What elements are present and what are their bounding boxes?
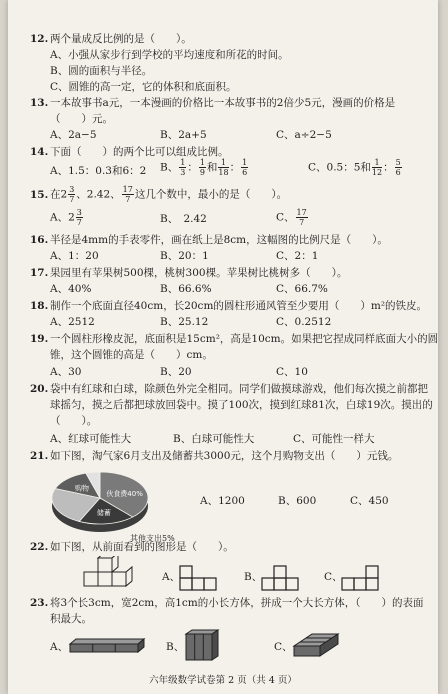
fraction-17-7: $\frac{17}{7}$ xyxy=(122,185,133,204)
pie-label-3: 购物 xyxy=(75,484,89,493)
q18-option-c[interactable]: C、0.2512 xyxy=(276,316,332,328)
q23-option-a[interactable]: A、 xyxy=(50,641,69,653)
q14-option-c[interactable]: C、0.5：5和 $\frac{1}{12}$ ： $\frac{5}{6}$ xyxy=(308,158,401,177)
q14-option-b[interactable]: B、 $\frac{1}{3}$ ： $\frac{1}{9}$ 和 $\frac{1}{18}$ ： $\frac{1}{6}$ xyxy=(160,158,248,177)
q20-option-c[interactable]: C、可能性一样大 xyxy=(293,433,375,445)
q15-option-a[interactable]: A、2 $\frac{3}{7}$ xyxy=(50,208,82,227)
q12-option-c[interactable]: C、圆锥的高一定，它的体积和底面积。 xyxy=(50,81,237,93)
fraction-1-6: $\frac{1}{6}$ xyxy=(242,158,248,177)
q21-option-b[interactable]: B、600 xyxy=(278,495,317,507)
question-12: 12. 两个量成反比例的是（ ）。 xyxy=(30,33,192,45)
q16-option-b[interactable]: B、20：1 xyxy=(160,250,209,262)
q18-option-b[interactable]: B、25.12 xyxy=(160,316,209,328)
fraction-1-18: $\frac{1}{18}$ xyxy=(218,158,229,177)
q13-option-c[interactable]: C、a÷2−5 xyxy=(276,129,332,141)
page-footer: 六年级数学试卷第 2 页（共 4 页） xyxy=(149,675,297,686)
q20-text-line3: （ ）。 xyxy=(50,415,98,427)
q23-text-line2: 积最大。 xyxy=(50,613,92,625)
pie-label-0: 伙食费40% xyxy=(106,489,143,498)
q19-option-c[interactable]: C、10 xyxy=(276,366,308,378)
q23-option-b-figure xyxy=(184,628,224,662)
q19-option-a[interactable]: A、30 xyxy=(50,366,82,378)
q21-option-a[interactable]: A、1200 xyxy=(200,495,245,507)
question-13: 13. 一本故事书a元，一本漫画的价格比一本故事书的2倍少5元，漫画的价格是 xyxy=(30,97,396,109)
q22-option-b[interactable]: B、 xyxy=(244,571,263,583)
q22-option-a-figure xyxy=(178,564,218,592)
q13-option-a[interactable]: A、2a−5 xyxy=(50,129,97,141)
q23-option-a-figure xyxy=(68,636,148,656)
question-17: 17. 果园里有苹果树500棵，桃树300棵。苹果树比桃树多（ ）。 xyxy=(30,267,348,279)
fraction-1-9: $\frac{1}{9}$ xyxy=(199,158,205,177)
expense-pie-chart xyxy=(48,466,158,542)
q15-option-c[interactable]: C、 $\frac{17}{7}$ xyxy=(276,208,307,227)
q23-option-b[interactable]: B、 xyxy=(166,641,185,653)
fraction-1-12: $\frac{1}{12}$ xyxy=(371,158,383,177)
q13-text-line2: （ ）元。 xyxy=(50,113,113,125)
q23-option-c-figure xyxy=(292,630,342,660)
q17-option-c[interactable]: C、66.7% xyxy=(276,283,328,295)
question-16: 16. 半径是4mm的手表零件，画在纸上是8cm，这幅图的比例尺是（ ）。 xyxy=(30,234,388,246)
pie-label-1: 储蓄 xyxy=(96,509,111,518)
q22-option-b-figure xyxy=(260,564,300,592)
q19-text-line2: 锥，这个圆锥的高是（ ）cm。 xyxy=(50,349,213,361)
question-23: 23. 将3个长3cm，宽2cm，高1cm的小长方体，拼成一个大长方体，（ ）的表面 xyxy=(30,597,424,609)
question-21: 21. 如下图，淘气家6月支出及储蓄共3000元，这个月购物支出（ ）元钱。 xyxy=(30,450,399,462)
q14-option-a[interactable]: A、1.5：0.3和6：2 xyxy=(50,165,147,177)
fraction-1-3: $\frac{1}{3}$ xyxy=(180,158,186,177)
question-22: 22. 如下图，从前面看到的图形是（ ）。 xyxy=(30,541,234,553)
q16-option-a[interactable]: A、1：20 xyxy=(50,250,99,262)
q22-option-c[interactable]: C、 xyxy=(324,571,343,583)
q20-option-b[interactable]: B、白球可能性大 xyxy=(173,433,255,445)
q22-option-a[interactable]: A、 xyxy=(162,571,181,583)
q22-option-c-figure xyxy=(340,564,380,592)
fraction-5-6: $\frac{5}{6}$ xyxy=(395,158,401,177)
question-14: 14. 下面（ ）的两个比可以组成比例。 xyxy=(30,146,229,158)
exam-page xyxy=(8,0,438,694)
q20-option-a[interactable]: A、红球可能性大 xyxy=(50,433,132,445)
q17-option-a[interactable]: A、40% xyxy=(50,283,92,295)
question-19: 19. 一个圆柱形橡皮泥，底面积是15cm²，高是10cm。如果把它捏成同样底面大小的圆 xyxy=(30,333,438,345)
q18-option-a[interactable]: A、2512 xyxy=(50,316,95,328)
q12-option-b[interactable]: B、圆的面积与半径。 xyxy=(50,65,153,77)
q19-option-b[interactable]: B、20 xyxy=(160,366,192,378)
q16-option-c[interactable]: C、2：1 xyxy=(276,250,319,262)
q21-option-c[interactable]: C、450 xyxy=(350,495,389,507)
q17-option-b[interactable]: B、66.6% xyxy=(160,283,212,295)
pie-other-label: 其他支出5% xyxy=(130,534,175,543)
q15-option-b[interactable]: B、 2.42 xyxy=(160,213,207,225)
q13-option-b[interactable]: B、2a+5 xyxy=(160,129,207,141)
cube-stack-figure xyxy=(80,556,140,592)
q20-text-line2: 球摇匀，摸之后都把球放回袋中。摸了100次，摸到红球81次，白球19次。摸出的 xyxy=(50,399,433,411)
fraction-3-7: $\frac{3}{7}$ xyxy=(69,185,75,204)
question-20: 20. 袋中有红球和白球，除颜色外完全相同。同学们做摸球游戏，他们每次摸之前都把 xyxy=(30,383,428,395)
question-18: 18. 制作一个底面直径40cm，长20cm的圆柱形通风管至少要用（ ）m²的铁皮。 xyxy=(30,300,428,312)
q12-option-a[interactable]: A、小强从家步行到学校的平均速度和所花的时间。 xyxy=(50,49,289,61)
question-15: 15. 在2 $\frac{3}{7}$ 、2.42、 $\frac{17}{7}$ 这几个数中，最小的是（ ）。 xyxy=(30,185,288,204)
q23-option-c[interactable]: C、 xyxy=(274,641,293,653)
